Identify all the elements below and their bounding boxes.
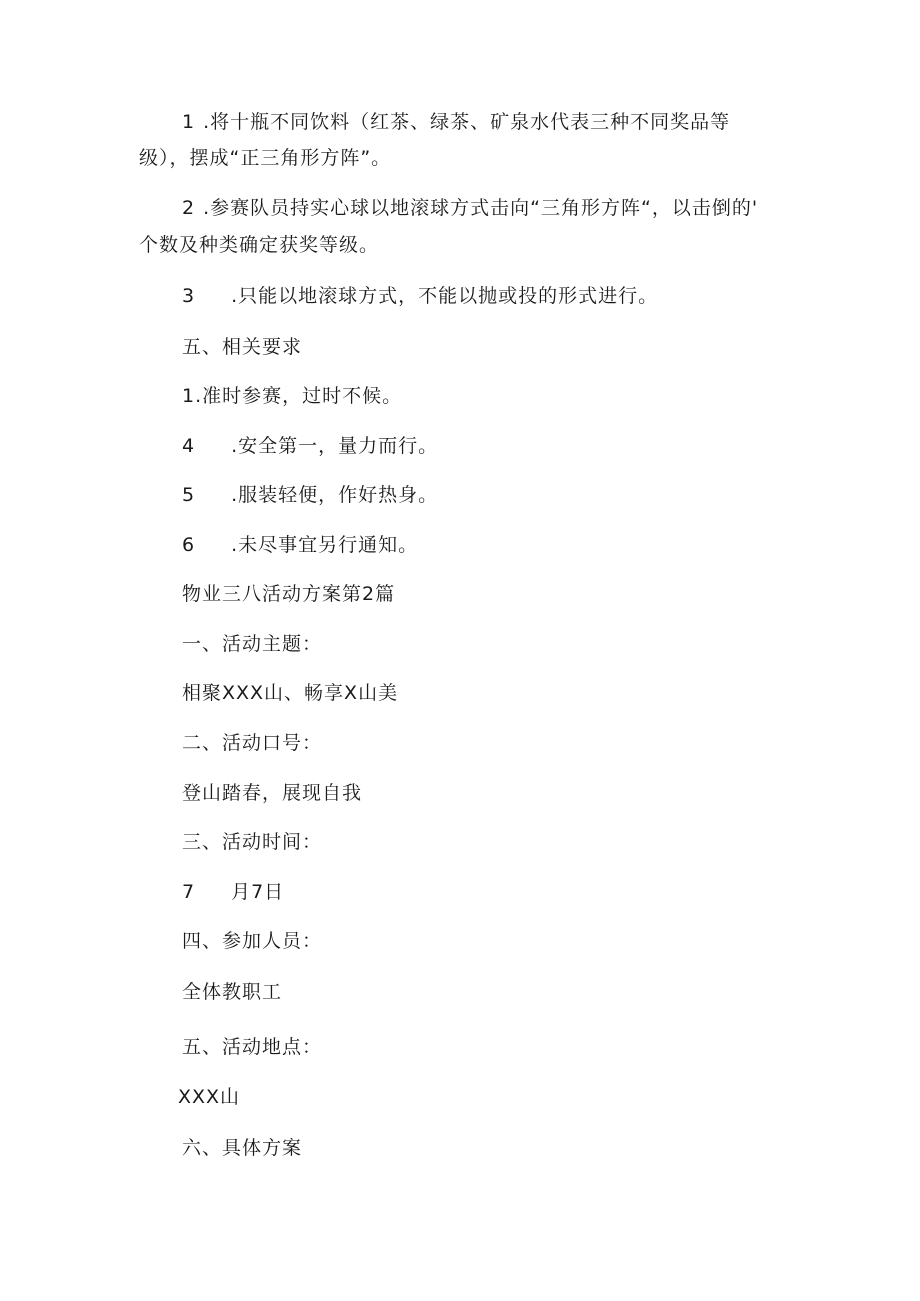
requirement-6-text: .未尽事宜另行通知。 [231,534,419,556]
requirement-6-number: 6 [182,534,196,556]
requirement-4 [182,434,438,458]
item-1-line-2: 级），摆成“正三角形方阵”。 [139,147,392,169]
slogan-value: 登山踏春，展现自我 [182,782,363,804]
requirement-1: 1.准时参赛，过时不候。 [182,385,403,407]
slogan-heading: 二、活动口号： [182,732,323,754]
time-number: 7 [182,881,196,903]
item-1-number: 1 [182,111,196,133]
requirement-5-text: .服装轻便，作好热身。 [231,484,439,506]
requirement-6 [182,533,418,557]
people-heading: 四、参加人员： [182,930,323,952]
requirements-heading: 五、相关要求 [182,336,303,358]
plan2-title: 物业三八活动方案第2篇 [182,583,396,605]
theme-heading: 一、活动主题： [182,633,323,655]
item-2-line-2: 个数及种类确定获奖等级。 [139,234,380,256]
item-3-text: .只能以地滚球方式，不能以抛或投的形式进行。 [231,285,659,307]
item-2-line-1 [182,196,758,220]
item-1-line-1 [182,110,730,134]
time-heading: 三、活动时间： [182,831,323,853]
requirement-5-number: 5 [182,484,196,506]
people-value: 全体教职工 [182,981,283,1003]
item-2-number: 2 [182,197,196,219]
item-3-number: 3 [182,285,196,307]
requirement-4-text: .安全第一，量力而行。 [231,435,439,457]
theme-value: 相聚XXX山、畅享X山美 [182,682,399,704]
requirement-4-number: 4 [182,435,196,457]
item-1-text: .将十瓶不同饮料（红茶、绿茶、矿泉水代表三种不同奖品等 [203,111,731,133]
place-heading: 五、活动地点： [182,1036,323,1058]
time-value [182,880,284,904]
requirement-5 [182,483,438,507]
item-2-text: .参赛队员持实心球以地滚球方式击向“三角形方阵“，以击倒的' [203,197,759,219]
plan-heading: 六、具体方案 [182,1137,303,1159]
place-value: XXX山 [178,1086,241,1108]
item-3-line [182,284,658,308]
time-text: 月7日 [231,881,285,903]
